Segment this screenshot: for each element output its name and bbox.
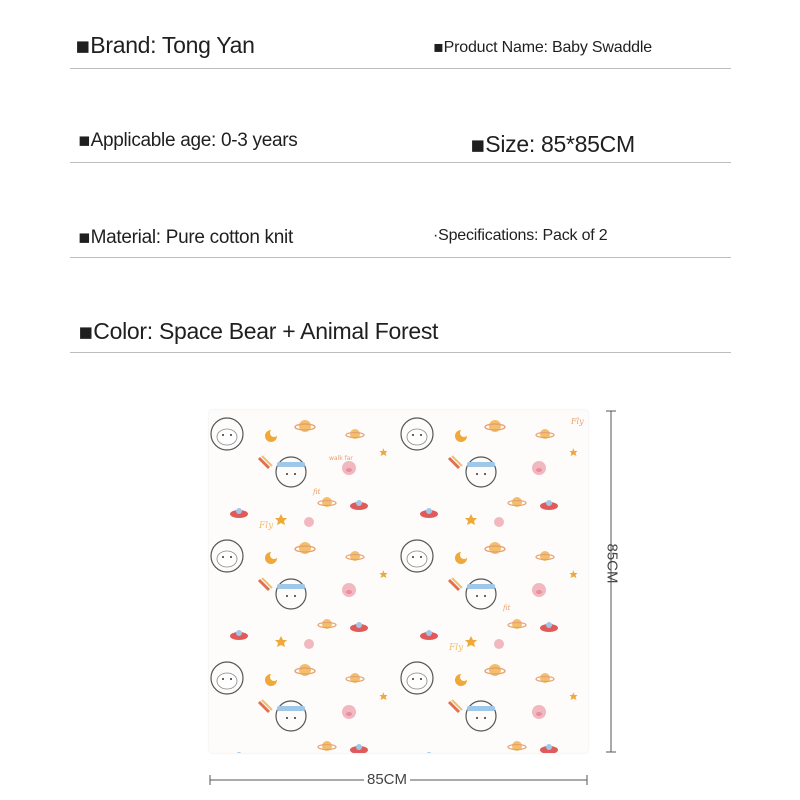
applicable-age-text: Applicable age: 0-3 years xyxy=(90,130,298,151)
color-text: Color: Space Bear + Animal Forest xyxy=(93,318,439,344)
product-name-spec xyxy=(433,37,652,57)
small-print-text: walk far xyxy=(329,455,353,462)
height-label: 85CM xyxy=(603,543,621,584)
specifications-text: Specifications: Pack of 2 xyxy=(438,227,608,244)
product-name-text: Product Name: Baby Swaddle xyxy=(443,39,652,56)
small-print-text: fit xyxy=(313,488,321,496)
color-spec xyxy=(78,318,438,345)
specifications-spec xyxy=(433,227,607,245)
size-spec xyxy=(470,131,635,158)
fly-text: Fly xyxy=(449,643,464,653)
size-text: Size: 85*85CM xyxy=(485,131,635,157)
swaddle-image xyxy=(209,410,588,753)
dot-bullet: · xyxy=(433,227,439,244)
divider xyxy=(70,257,731,258)
bullet-icon: ▪ xyxy=(78,226,91,248)
fly-text: Fly xyxy=(259,521,274,531)
width-label: 85CM xyxy=(364,771,410,788)
bullet-icon: ▪ xyxy=(75,33,91,59)
material-text: Material: Pure cotton knit xyxy=(90,227,293,248)
brand-text: Brand: Tong Yan xyxy=(90,32,255,58)
applicable-age-spec xyxy=(78,129,298,152)
divider xyxy=(70,162,731,163)
bullet-icon: ▪ xyxy=(433,37,444,56)
brand-spec xyxy=(75,32,255,59)
divider xyxy=(70,68,731,69)
fly-text: Fly xyxy=(571,417,584,426)
divider xyxy=(70,352,731,353)
swaddle-pattern xyxy=(209,410,588,753)
small-print-text: fit xyxy=(503,604,511,612)
bullet-icon: ▪ xyxy=(78,319,94,345)
material-spec xyxy=(78,226,293,249)
bullet-icon: ▪ xyxy=(78,129,91,151)
bullet-icon: ▪ xyxy=(470,132,486,158)
pattern-fill xyxy=(209,410,588,753)
